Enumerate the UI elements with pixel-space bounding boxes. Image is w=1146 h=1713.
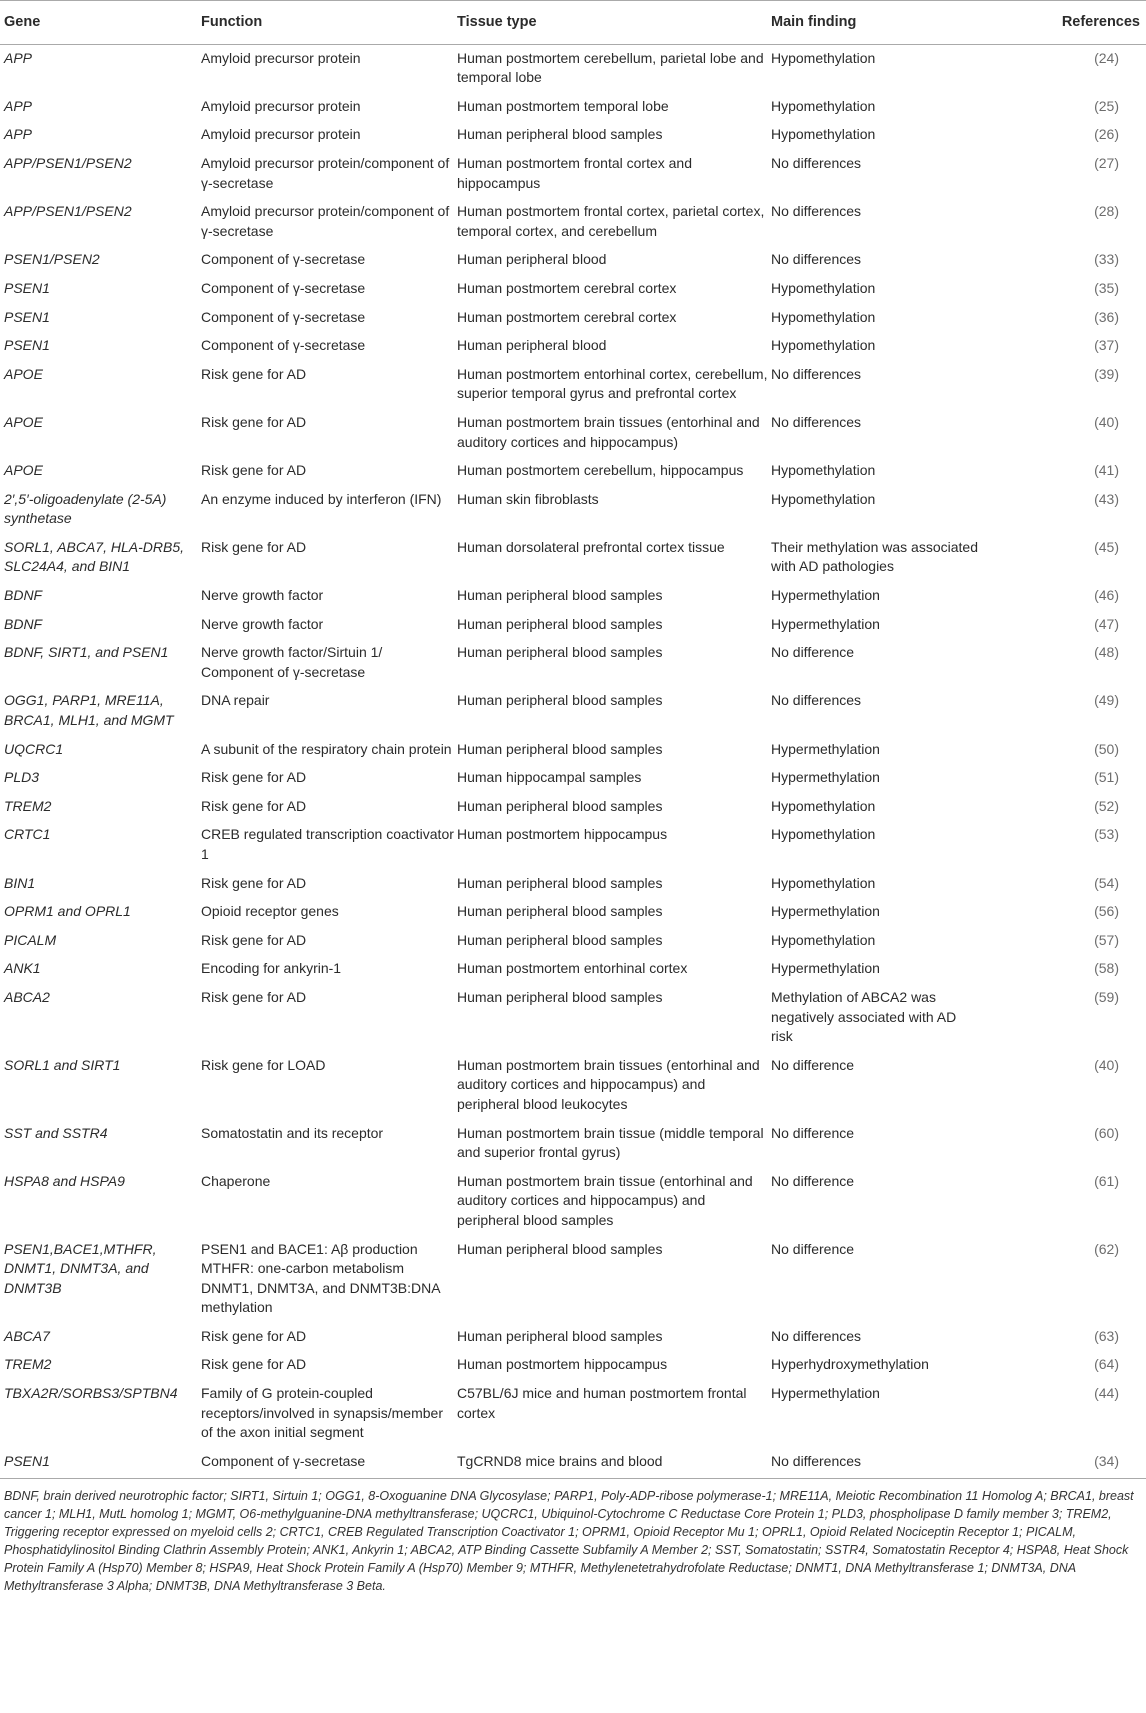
cell-function: Risk gene for AD bbox=[201, 769, 307, 786]
cell-reference: (44) bbox=[1094, 1385, 1119, 1402]
table-row bbox=[0, 1323, 1146, 1352]
table-row bbox=[0, 870, 1146, 899]
cell-finding: Hypomethylation bbox=[771, 490, 876, 507]
cell-gene: PSEN1,BACE1,MTHFR, DNMT1, DNMT3A, and DNMT3B bbox=[4, 1240, 157, 1296]
cell-gene: SST and SSTR4 bbox=[4, 1124, 108, 1141]
cell-gene: APOE bbox=[4, 413, 43, 430]
cell-function: Risk gene for AD bbox=[201, 462, 307, 479]
cell-tissue: Human peripheral blood samples bbox=[457, 1327, 663, 1344]
cell-tissue: Human peripheral blood samples bbox=[457, 1240, 663, 1257]
table-row bbox=[0, 955, 1146, 984]
cell-finding: Hypomethylation bbox=[771, 337, 876, 354]
cell-function: Risk gene for AD bbox=[201, 413, 307, 430]
table-row bbox=[0, 121, 1146, 150]
cell-tissue: Human postmortem hippocampus bbox=[457, 1356, 668, 1373]
cell-tissue: Human postmortem entorhinal cortex bbox=[457, 960, 688, 977]
cell-reference: (28) bbox=[1094, 203, 1119, 220]
cell-function: Component of γ-secretase bbox=[201, 308, 366, 325]
table-row bbox=[0, 1351, 1146, 1380]
cell-gene: BIN1 bbox=[4, 874, 36, 891]
cell-function: Risk gene for AD bbox=[201, 931, 307, 948]
cell-finding: Hypermethylation bbox=[771, 769, 880, 786]
table-row bbox=[0, 736, 1146, 765]
cell-function: Nerve growth factor bbox=[201, 587, 324, 604]
cell-gene: PLD3 bbox=[4, 769, 40, 786]
cell-reference: (63) bbox=[1094, 1327, 1119, 1344]
table-row bbox=[0, 93, 1146, 122]
cell-reference: (37) bbox=[1094, 337, 1119, 354]
cell-reference: (61) bbox=[1094, 1172, 1119, 1189]
cell-gene: PSEN1 bbox=[4, 308, 50, 325]
cell-function: Family of G protein-coupled receptors/involved in synapsis/member of the axon initial segment bbox=[201, 1385, 443, 1441]
cell-function: Nerve growth factor/Sirtuin 1/ Component of γ-secretase bbox=[201, 644, 383, 680]
cell-reference: (56) bbox=[1094, 903, 1119, 920]
cell-reference: (54) bbox=[1094, 874, 1119, 891]
cell-tissue: Human peripheral blood bbox=[457, 337, 607, 354]
cell-function: Amyloid precursor protein bbox=[201, 49, 361, 66]
table-row bbox=[0, 1448, 1146, 1479]
cell-function: Chaperone bbox=[201, 1172, 271, 1189]
table-row bbox=[0, 1380, 1146, 1448]
cell-tissue: Human postmortem temporal lobe bbox=[457, 97, 669, 114]
cell-function: Component of γ-secretase bbox=[201, 279, 366, 296]
cell-gene: 2′,5′-oligoadenylate (2-5A) synthetase bbox=[4, 490, 167, 527]
cell-function: Risk gene for LOAD bbox=[201, 1056, 326, 1073]
cell-finding: Hypomethylation bbox=[771, 826, 876, 843]
cell-finding: No differences bbox=[771, 1448, 979, 1479]
cell-gene: ANK1 bbox=[4, 960, 41, 977]
table-row bbox=[0, 1236, 1146, 1323]
cell-tissue: Human postmortem entorhinal cortex, cerebellum, superior temporal gyrus and prefrontal cortex bbox=[457, 365, 768, 402]
cell-gene: PSEN1/PSEN2 bbox=[4, 251, 100, 268]
table-row bbox=[0, 534, 1146, 582]
cell-gene: TBXA2R/SORBS3/SPTBN4 bbox=[4, 1385, 178, 1402]
cell-reference: (43) bbox=[1094, 490, 1119, 507]
table-row bbox=[0, 984, 1146, 1052]
table-row bbox=[0, 1168, 1146, 1236]
cell-tissue: Human peripheral blood samples bbox=[457, 903, 663, 920]
cell-function: Nerve growth factor bbox=[201, 615, 324, 632]
cell-reference: (36) bbox=[1094, 308, 1119, 325]
table-row bbox=[0, 582, 1146, 611]
table-row bbox=[0, 821, 1146, 869]
cell-finding: Hypermethylation bbox=[771, 587, 880, 604]
cell-reference: (33) bbox=[1094, 251, 1119, 268]
cell-reference: (58) bbox=[1094, 960, 1119, 977]
cell-function: Risk gene for AD bbox=[201, 797, 307, 814]
cell-reference: (46) bbox=[1094, 587, 1119, 604]
table-row bbox=[0, 361, 1146, 409]
table-row bbox=[0, 793, 1146, 822]
cell-function: Risk gene for AD bbox=[201, 1327, 307, 1344]
cell-tissue: Human postmortem brain tissues (entorhinal and auditory cortices and hippocampus) and peripheral blood leukocytes bbox=[457, 1056, 760, 1112]
cell-gene: APP/PSEN1/PSEN2 bbox=[4, 203, 132, 220]
cell-reference: (41) bbox=[1094, 462, 1119, 479]
cell-gene: ABCA7 bbox=[4, 1327, 50, 1344]
table-row bbox=[0, 611, 1146, 640]
cell-gene: SORL1 and SIRT1 bbox=[4, 1056, 121, 1073]
table-row bbox=[0, 1052, 1146, 1120]
header-function: Function bbox=[201, 1, 457, 45]
table-header-row bbox=[0, 1, 1146, 45]
cell-tissue: Human hippocampal samples bbox=[457, 769, 642, 786]
table-row bbox=[0, 409, 1146, 457]
cell-finding: No differences bbox=[771, 251, 862, 268]
cell-finding: Hyperhydroxymethylation bbox=[771, 1356, 929, 1373]
cell-tissue: Human peripheral blood samples bbox=[457, 615, 663, 632]
cell-finding: Hypermethylation bbox=[771, 903, 880, 920]
cell-tissue: Human postmortem frontal cortex and hippocampus bbox=[457, 154, 692, 191]
cell-reference: (60) bbox=[1094, 1124, 1119, 1141]
cell-finding: No differences bbox=[771, 413, 862, 430]
cell-gene: HSPA8 and HSPA9 bbox=[4, 1172, 125, 1189]
cell-tissue: Human peripheral blood samples bbox=[457, 988, 663, 1005]
cell-tissue: Human peripheral blood samples bbox=[457, 797, 663, 814]
cell-tissue: Human postmortem hippocampus bbox=[457, 826, 668, 843]
cell-reference: (59) bbox=[1094, 988, 1119, 1005]
cell-reference: (49) bbox=[1094, 692, 1119, 709]
cell-tissue: Human postmortem cerebral cortex bbox=[457, 279, 677, 296]
cell-function: Amyloid precursor protein bbox=[201, 126, 361, 143]
cell-finding: Hypomethylation bbox=[771, 931, 876, 948]
cell-reference: (47) bbox=[1094, 615, 1119, 632]
cell-finding: No difference bbox=[771, 1172, 855, 1189]
cell-tissue: Human peripheral blood samples bbox=[457, 692, 663, 709]
cell-finding: Hypermethylation bbox=[771, 740, 880, 757]
cell-tissue: Human postmortem frontal cortex, parietal cortex, temporal cortex, and cerebellum bbox=[457, 203, 765, 239]
header-tissue-type: Tissue type bbox=[457, 1, 771, 45]
cell-tissue: Human postmortem cerebellum, parietal lobe and temporal lobe bbox=[457, 49, 764, 86]
cell-gene: APP/PSEN1/PSEN2 bbox=[4, 154, 132, 171]
cell-tissue: Human peripheral blood samples bbox=[457, 644, 663, 661]
table-row bbox=[0, 1120, 1146, 1168]
table-row bbox=[0, 927, 1146, 956]
cell-gene: OGG1, PARP1, MRE11A, BRCA1, MLH1, and MGMT bbox=[4, 692, 174, 729]
cell-finding: No differences bbox=[771, 692, 862, 709]
cell-gene: PSEN1 bbox=[0, 1448, 201, 1479]
cell-tissue: Human dorsolateral prefrontal cortex tissue bbox=[457, 538, 725, 555]
cell-finding: Hypermethylation bbox=[771, 615, 880, 632]
cell-reference: (27) bbox=[1094, 154, 1119, 171]
cell-gene: SORL1, ABCA7, HLA-DRB5, SLC24A4, and BIN1 bbox=[4, 538, 184, 575]
cell-finding: Methylation of ABCA2 was negatively associated with AD risk bbox=[771, 988, 957, 1045]
cell-reference: (40) bbox=[1094, 413, 1119, 430]
cell-finding: No difference bbox=[771, 644, 855, 661]
cell-reference: (40) bbox=[1094, 1056, 1119, 1073]
cell-reference: (45) bbox=[1094, 538, 1119, 555]
table-row bbox=[0, 275, 1146, 304]
cell-reference: (62) bbox=[1094, 1240, 1119, 1257]
cell-finding: No differences bbox=[771, 154, 862, 171]
cell-function: Component of γ-secretase bbox=[201, 1448, 457, 1479]
cell-reference: (48) bbox=[1094, 644, 1119, 661]
cell-function: Risk gene for AD bbox=[201, 988, 307, 1005]
cell-function: DNA repair bbox=[201, 692, 270, 709]
cell-function: Component of γ-secretase bbox=[201, 337, 366, 354]
cell-finding: Hypomethylation bbox=[771, 462, 876, 479]
cell-reference: (53) bbox=[1094, 826, 1119, 843]
cell-gene: BDNF bbox=[4, 615, 43, 632]
table-row bbox=[0, 332, 1146, 361]
header-gene: Gene bbox=[0, 1, 201, 45]
cell-reference: (64) bbox=[1094, 1356, 1119, 1373]
cell-finding: Hypomethylation bbox=[771, 126, 876, 143]
cell-reference: (50) bbox=[1094, 740, 1119, 757]
cell-gene: APOE bbox=[4, 365, 43, 382]
cell-reference: (35) bbox=[1094, 279, 1119, 296]
cell-function: Amyloid precursor protein/component of γ-secretase bbox=[201, 154, 450, 191]
cell-gene: APP bbox=[4, 97, 33, 114]
cell-finding: No difference bbox=[771, 1056, 855, 1073]
cell-finding: Hypomethylation bbox=[771, 97, 876, 114]
cell-function: Risk gene for AD bbox=[201, 365, 307, 382]
cell-finding: Hypomethylation bbox=[771, 49, 876, 66]
cell-function: Risk gene for AD bbox=[201, 538, 307, 555]
cell-gene: PSEN1 bbox=[4, 279, 50, 296]
table-row bbox=[0, 764, 1146, 793]
cell-reference: (52) bbox=[1094, 797, 1119, 814]
cell-function: Amyloid precursor protein bbox=[201, 97, 361, 114]
cell-function: Amyloid precursor protein/component of γ-secretase bbox=[201, 203, 450, 239]
cell-reference: (57) bbox=[1094, 931, 1119, 948]
cell-gene: APOE bbox=[4, 462, 43, 479]
table-row bbox=[0, 486, 1146, 534]
cell-gene: APP bbox=[4, 49, 33, 66]
cell-finding: Hypomethylation bbox=[771, 797, 876, 814]
cell-tissue: Human peripheral blood samples bbox=[457, 874, 663, 891]
cell-function: A subunit of the respiratory chain protein bbox=[201, 740, 452, 757]
table-row bbox=[0, 898, 1146, 927]
table-row bbox=[0, 687, 1146, 735]
cell-finding: No differences bbox=[771, 1327, 862, 1344]
cell-gene: TREM2 bbox=[4, 797, 52, 814]
cell-gene: CRTC1 bbox=[4, 826, 51, 843]
cell-tissue: C57BL/6J mice and human postmortem frontal cortex bbox=[457, 1385, 747, 1421]
cell-finding: Hypomethylation bbox=[771, 874, 876, 891]
cell-tissue: Human skin fibroblasts bbox=[457, 490, 599, 507]
cell-finding: Hypomethylation bbox=[771, 279, 876, 296]
cell-tissue: Human postmortem cerebral cortex bbox=[457, 308, 677, 325]
cell-gene: PICALM bbox=[4, 931, 57, 948]
cell-function: CREB regulated transcription coactivator 1 bbox=[201, 826, 454, 862]
table-footnote: BDNF, brain derived neurotrophic factor; SIRT1, Sirtuin 1; OGG1, 8-Oxoguanine DNA Glycosylase; PARP1, Poly-ADP-ribose polymerase-1; MRE11A, Meiotic Recombination 11 Homolog A; BRCA1, breast cancer 1; MLH1, MutL homolog 1; MGMT, O6-methylguanine-DNA methyltransferase; UQCRC1, Ubiquinol-Cytochrome C Reductase Core Protein 1; PLD3, phospholipase D family member 3; TREM2, Triggering receptor expressed on myeloid cells 2; CRTC1, CREB Regulated Transcription Coactivator 1; OPRM1, Opioid Receptor Mu 1; OPRL1, Opioid Related Nociceptin Receptor 1; PICALM, Phosphatidylinositol Binding Clathrin Assembly Protein; ANK1, Ankyrin 1; ABCA2, ATP Binding Cassette Subfamily A Member 2; SST, Somatostatin; SSTR4, Somatostatin Receptor 4; HSPA8, Heat Shock Protein Family A (Hsp70) Member 8; HSPA9, Heat Shock Protein Family A (Hsp70) Member 9; MTHFR, Methylenetetrahydrofolate Reductase; DNMT1, DNA Methyltransferase 1; DNMT3A, DNA Methyltransferase 3 Alpha; DNMT3B, DNA Methyltransferase 3 Beta. bbox=[4, 1489, 1134, 1594]
cell-tissue: Human peripheral blood samples bbox=[457, 740, 663, 757]
table-row bbox=[0, 198, 1146, 246]
cell-gene: BDNF bbox=[4, 587, 43, 604]
cell-tissue: Human peripheral blood samples bbox=[457, 126, 663, 143]
cell-function: An enzyme induced by interferon (IFN) bbox=[201, 490, 442, 507]
cell-tissue: Human postmortem brain tissue (middle temporal and superior frontal gyrus) bbox=[457, 1124, 764, 1161]
cell-function: Encoding for ankyrin-1 bbox=[201, 960, 342, 977]
cell-tissue: Human postmortem brain tissues (entorhinal and auditory cortices and hippocampus) bbox=[457, 413, 760, 450]
table-row bbox=[0, 639, 1146, 687]
cell-finding: No differences bbox=[771, 365, 862, 382]
cell-gene: OPRM1 and OPRL1 bbox=[4, 903, 131, 920]
table-row bbox=[0, 304, 1146, 333]
cell-finding: Hypermethylation bbox=[771, 1385, 880, 1402]
cell-tissue: Human peripheral blood samples bbox=[457, 931, 663, 948]
cell-tissue: Human peripheral blood samples bbox=[457, 587, 663, 604]
cell-reference: (26) bbox=[1094, 126, 1119, 143]
cell-reference: (51) bbox=[1094, 769, 1119, 786]
table-row bbox=[0, 246, 1146, 275]
cell-tissue: Human peripheral blood bbox=[457, 251, 607, 268]
cell-reference: (25) bbox=[1094, 97, 1119, 114]
cell-gene: APP bbox=[4, 126, 33, 143]
cell-gene: PSEN1 bbox=[4, 337, 50, 354]
header-references: References bbox=[979, 1, 1146, 45]
cell-finding: Hypomethylation bbox=[771, 308, 876, 325]
cell-finding: Hypermethylation bbox=[771, 960, 880, 977]
cell-function: PSEN1 and BACE1: Aβ production MTHFR: one-carbon metabolism DNMT1, DNMT3A, and DNMT3B:DNA methylation bbox=[201, 1240, 440, 1316]
cell-tissue: Human postmortem brain tissue (entorhinal and auditory cortices and hippocampus) and peripheral blood samples bbox=[457, 1172, 753, 1228]
table-row bbox=[0, 44, 1146, 93]
cell-function: Risk gene for AD bbox=[201, 1356, 307, 1373]
cell-function: Component of γ-secretase bbox=[201, 251, 366, 268]
cell-finding: No difference bbox=[771, 1240, 855, 1257]
cell-function: Risk gene for AD bbox=[201, 874, 307, 891]
cell-tissue: Human postmortem cerebellum, hippocampus bbox=[457, 462, 744, 479]
cell-finding: No differences bbox=[771, 203, 862, 220]
cell-function: Somatostatin and its receptor bbox=[201, 1124, 384, 1141]
cell-reference: (24) bbox=[1094, 49, 1119, 66]
table-body bbox=[0, 44, 1146, 1479]
cell-gene: ABCA2 bbox=[4, 988, 50, 1005]
cell-function: Opioid receptor genes bbox=[201, 903, 339, 920]
cell-tissue: TgCRND8 mice brains and blood bbox=[457, 1448, 771, 1479]
cell-gene: UQCRC1 bbox=[4, 740, 64, 757]
cell-reference: (34) bbox=[979, 1448, 1146, 1479]
cell-gene: TREM2 bbox=[4, 1356, 52, 1373]
table-row bbox=[0, 457, 1146, 486]
cell-gene: BDNF, SIRT1, and PSEN1 bbox=[4, 644, 169, 661]
cell-finding: Their methylation was associated with AD pathologies bbox=[771, 538, 978, 575]
cell-finding: No difference bbox=[771, 1124, 855, 1141]
header-main-finding: Main finding bbox=[771, 1, 979, 45]
table-row bbox=[0, 150, 1146, 198]
cell-reference: (39) bbox=[1094, 365, 1119, 382]
